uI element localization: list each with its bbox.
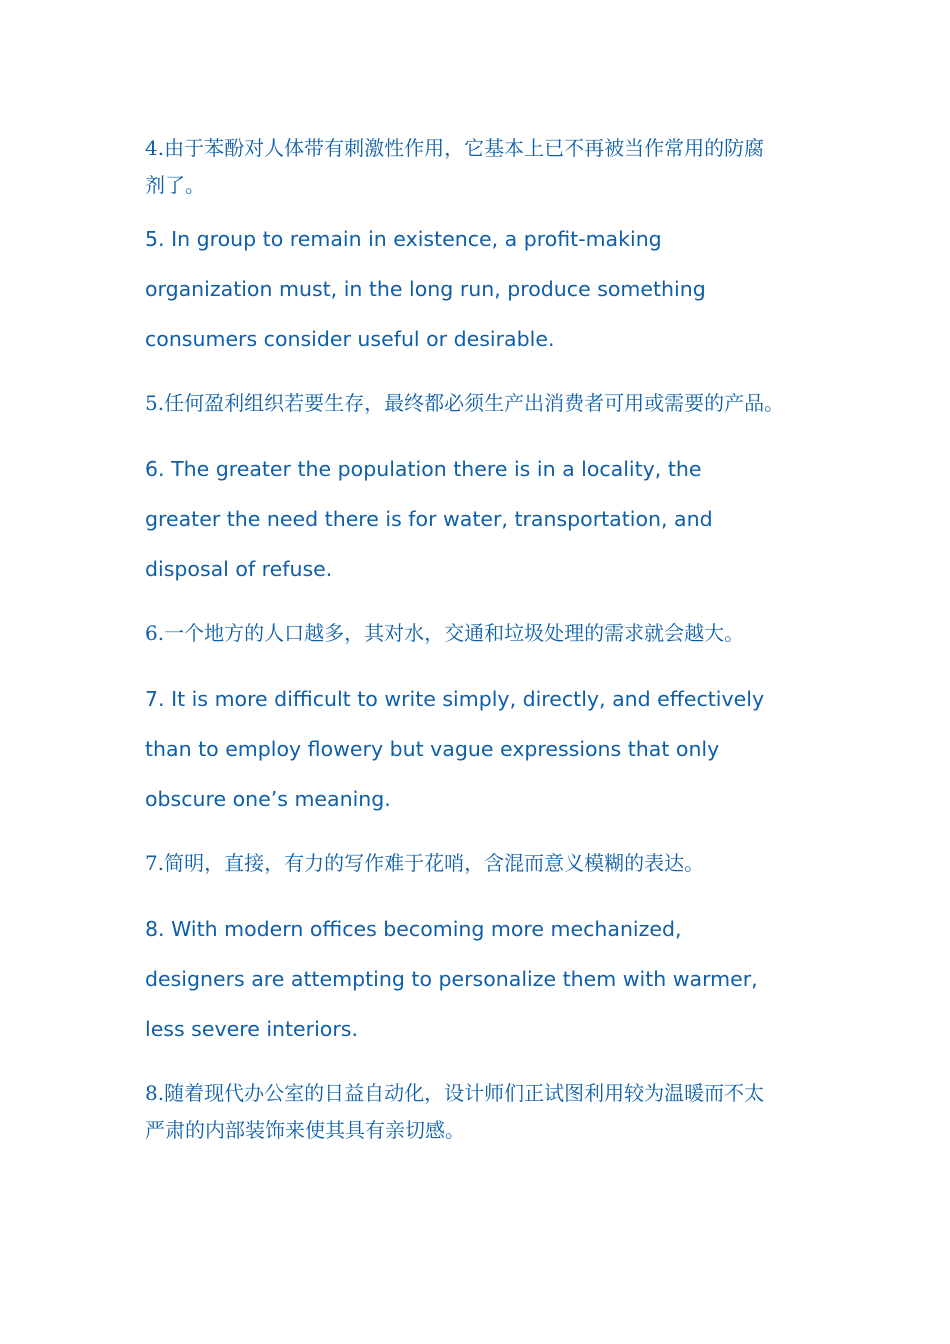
text-line: 5.任何盈利组织若要生存，最终都必须生产出消费者可用或需要的产品。 [145,391,785,415]
text-line: 剂了。 [145,173,205,197]
paragraph-8-en [145,904,825,1054]
text-line: 8. With modern offices becoming more mechanized, [145,917,682,941]
text-line: 8.随着现代办公室的日益自动化，设计师们正试图利用较为温暖而不太 [145,1081,765,1105]
text-line: than to employ flowery but vague expressions that only [145,737,720,761]
paragraph-7-en [145,674,825,824]
text-line: obscure one’s meaning. [145,787,391,811]
text-line: 严肃的内部装饰来使其具有亲切感。 [145,1118,465,1142]
text-line: disposal of refuse. [145,557,333,581]
paragraph-6-en [145,444,825,594]
paragraph-5-en [145,214,825,364]
text-line: 5. In group to remain in existence, a profit-making [145,227,662,251]
paragraph-7-zh [145,845,835,882]
paragraph-5-zh [145,385,835,422]
text-line: 7.简明，直接，有力的写作难于花哨，含混而意义模糊的表达。 [145,851,705,875]
paragraph-6-zh [145,615,835,652]
text-line: 7. It is more difficult to write simply, directly, and effectively [145,687,765,711]
text-line: 6.一个地方的人口越多，其对水，交通和垃圾处理的需求就会越大。 [145,621,745,645]
text-line: greater the need there is for water, transportation, and [145,507,713,531]
text-line: less severe interiors. [145,1017,358,1041]
text-line: 6. The greater the population there is in a locality, the [145,457,702,481]
text-line: organization must, in the long run, produce something [145,277,706,301]
text-line: 4.由于苯酚对人体带有刺激性作用，它基本上已不再被当作常用的防腐 [145,136,765,160]
paragraph-4-zh [145,130,835,204]
text-line: consumers consider useful or desirable. [145,327,555,351]
paragraph-8-zh [145,1075,835,1149]
text-line: designers are attempting to personalize them with warmer, [145,967,758,991]
